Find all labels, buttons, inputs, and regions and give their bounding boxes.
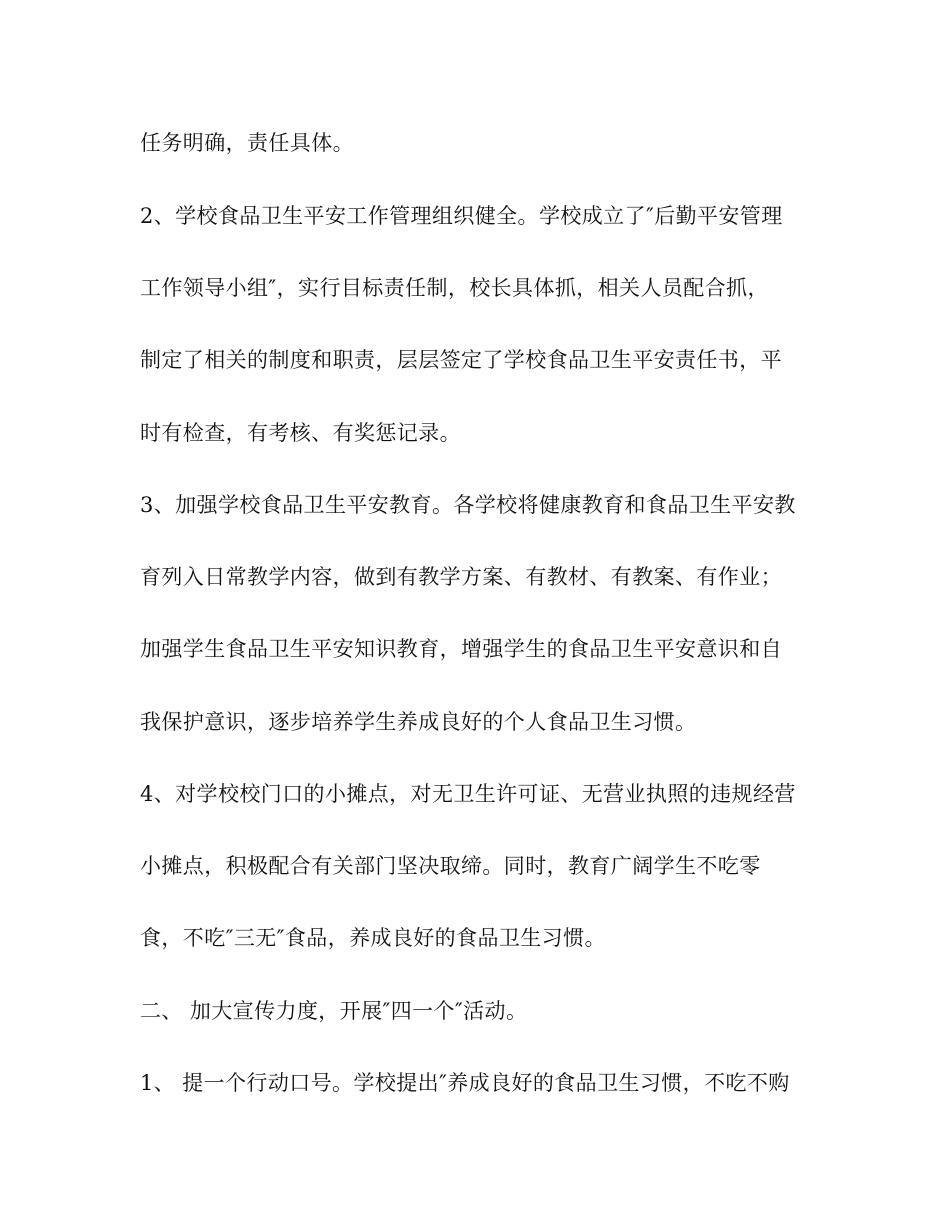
paragraph-line: 4、对学校校门口的小摊点，对无卫生许可证、无营业执照的违规经营 [140, 782, 796, 806]
paragraph-line: 2、学校食品卫生平安工作管理组织健全。学校成立了″后勤平安管理 [140, 204, 783, 228]
paragraph-line: 工作领导小组″，实行目标责任制，校长具体抓，相关人员配合抓， [140, 276, 769, 300]
paragraph-line: 食，不吃″三无″食品，养成良好的食品卫生习惯。 [140, 926, 606, 950]
paragraph-line: 1、 提一个行动口号。学校提出″养成良好的食品卫生习惯，不吃不购 [140, 1071, 790, 1095]
paragraph-line: 制定了相关的制度和职责，层层签定了学校食品卫生平安责任书，平 [140, 348, 782, 372]
paragraph-line: 时有检查，有考核、有奖惩记录。 [140, 421, 461, 445]
paragraph-line: 任务明确，责任具体。 [140, 131, 354, 155]
paragraph-line: 育列入日常教学内容，做到有教学方案、有教材、有教案、有作业； [140, 565, 782, 589]
paragraph-line: 我保护意识，逐步培养学生养成良好的个人食品卫生习惯。 [140, 710, 697, 734]
paragraph-line: 加强学生食品卫生平安知识教育，增强学生的食品卫生平安意识和自 [140, 637, 782, 661]
paragraph-line: 小摊点，积极配合有关部门坚决取缔。同时，教育广阔学生不吃零 [140, 854, 761, 878]
section-heading: 二、 加大宣传力度，开展″四一个″活动。 [140, 999, 528, 1023]
paragraph-line: 3、加强学校食品卫生平安教育。各学校将健康教育和食品卫生平安教 [140, 493, 796, 517]
